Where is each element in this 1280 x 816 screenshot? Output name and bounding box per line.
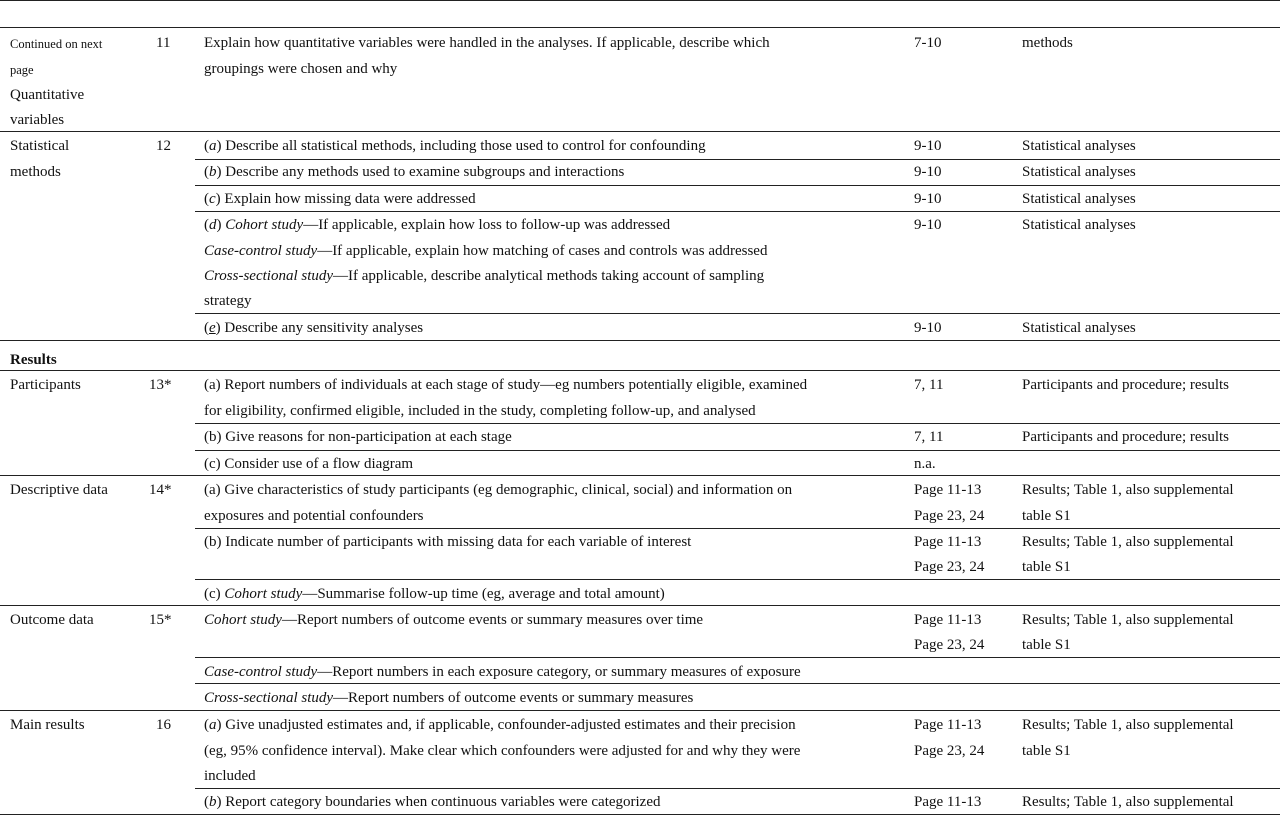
- recommendation-text: included: [204, 768, 256, 784]
- section-reference: table S1: [1022, 559, 1071, 575]
- recommendation-text: (eg, 95% confidence interval). Make clear which confounders were adjusted for and why they were: [204, 743, 801, 759]
- recommendation-text: (c) Consider use of a flow diagram: [204, 456, 414, 472]
- recommendation-text: (a) Give characteristics of study participants (eg demographic, clinical, social) and information on: [204, 482, 793, 498]
- recommendation-text: [204, 263, 764, 289]
- section-reference: Statistical analyses: [1022, 164, 1136, 180]
- recommendation-text: [204, 607, 703, 633]
- recommendation-text: (b) Report category boundaries when continuous variables were categorized: [204, 794, 661, 810]
- sub-letter: b: [209, 164, 217, 180]
- sub-text: —If applicable, explain how matching of cases and controls was addressed: [317, 243, 768, 259]
- sub-text: —If applicable, describe analytical methods taking account of sampling: [333, 268, 765, 284]
- page-number: 9-10: [914, 164, 942, 180]
- sub-text: Report category boundaries when continuous variables were categorized: [221, 794, 661, 810]
- table-row-divider: [195, 579, 1280, 580]
- sub-text: —Summarise follow-up time (eg, average and total amount): [302, 586, 665, 602]
- table-row-divider: [0, 27, 1280, 28]
- continued-note: page: [10, 63, 34, 77]
- study-type: Cohort study: [225, 217, 304, 233]
- topic-label: Statistical: [10, 138, 70, 154]
- recommendation-text: (b) Describe any methods used to examine subgroups and interactions: [204, 164, 625, 180]
- sub-text: Give unadjusted estimates and, if applicable, confounder-adjusted estimates and their precision: [221, 717, 796, 733]
- sub-text: Describe any sensitivity analyses: [220, 320, 424, 336]
- page-number: Page 23, 24: [914, 559, 985, 575]
- section-reference: Results; Table 1, also supplemental: [1022, 534, 1234, 550]
- sub-letter: e: [209, 320, 216, 336]
- recommendation-text: groupings were chosen and why: [204, 61, 398, 77]
- study-type: Cohort study: [204, 612, 282, 628]
- recommendation-text: (e) Describe any sensitivity analyses: [204, 320, 424, 336]
- recommendation-text: [204, 659, 801, 685]
- table-row-divider: [0, 475, 1280, 476]
- page-number: 7, 11: [914, 377, 944, 393]
- table-row-divider: [0, 370, 1280, 371]
- sub-text: Describe all statistical methods, including those used to control for confounding: [221, 138, 706, 154]
- topic-label: methods: [10, 164, 61, 180]
- page-number: 9-10: [914, 217, 942, 233]
- sub-letter: b: [209, 794, 217, 810]
- recommendation-text: (c) Explain how missing data were addressed: [204, 191, 476, 207]
- sub-text: —Report numbers of outcome events or summary measures over time: [281, 612, 704, 628]
- recommendation-text: [204, 238, 767, 264]
- recommendation-text: (d) Cohort study—If applicable, explain how loss to follow-up was addressed: [204, 217, 671, 233]
- section-reference: Results; Table 1, also supplemental: [1022, 482, 1234, 498]
- recommendation-text: (a) Describe all statistical methods, including those used to control for confounding: [204, 138, 706, 154]
- item-number: 15*: [149, 612, 172, 628]
- page-number: Page 23, 24: [914, 508, 985, 524]
- sub-text: Describe any methods used to examine subgroups and interactions: [221, 164, 625, 180]
- topic-label: Quantitative: [10, 87, 85, 103]
- page-number: Page 11-13: [914, 794, 982, 810]
- page-number: Page 23, 24: [914, 637, 985, 653]
- recommendation-text: (b) Give reasons for non-participation at each stage: [204, 429, 512, 445]
- item-number: 11: [156, 35, 171, 51]
- section-reference: Results; Table 1, also supplemental: [1022, 717, 1234, 733]
- sub-letter: d: [209, 217, 217, 233]
- continued-note: Continued on next: [10, 37, 103, 51]
- topic-label: Participants: [10, 377, 81, 393]
- topic-label: Outcome data: [10, 612, 94, 628]
- sub-text: —If applicable, explain how loss to follow-up was addressed: [303, 217, 671, 233]
- page-number: Page 23, 24: [914, 743, 985, 759]
- section-reference: table S1: [1022, 508, 1071, 524]
- sub-text: —Report numbers of outcome events or summary measures: [333, 690, 694, 706]
- topic-label: variables: [10, 112, 65, 128]
- section-reference: Statistical analyses: [1022, 320, 1136, 336]
- recommendation-text: (b) Indicate number of participants with missing data for each variable of interest: [204, 534, 692, 550]
- table-row-divider: [195, 313, 1280, 314]
- table-top-border: [0, 0, 1280, 1]
- section-reference: Participants and procedure; results: [1022, 429, 1230, 445]
- recommendation-text: [204, 685, 693, 711]
- item-number: 12: [156, 138, 171, 154]
- section-reference: table S1: [1022, 637, 1071, 653]
- item-number: 13*: [149, 377, 172, 393]
- page-number: 7-10: [914, 35, 942, 51]
- page-number: Page 11-13: [914, 717, 982, 733]
- page-number: n.a.: [914, 456, 936, 472]
- recommendation-text: (a) Report numbers of individuals at each stage of study—eg numbers potentially eligible, examined: [204, 377, 808, 393]
- table-row-divider: [0, 131, 1280, 132]
- recommendation-text: Explain how quantitative variables were handled in the analyses. If applicable, describe which: [204, 35, 770, 51]
- sub-text: Explain how missing data were addressed: [220, 191, 476, 207]
- sub-letter: a: [209, 717, 217, 733]
- topic-label: Descriptive data: [10, 482, 108, 498]
- sub-letter: c: [209, 191, 216, 207]
- section-reference: methods: [1022, 35, 1073, 51]
- item-number: 16: [156, 717, 171, 733]
- section-reference: Results; Table 1, also supplemental: [1022, 794, 1234, 810]
- page-number: Page 11-13: [914, 612, 982, 628]
- item-number: 14*: [149, 482, 172, 498]
- section-reference: Participants and procedure; results: [1022, 377, 1230, 393]
- sub-prefix: (c): [204, 586, 225, 602]
- section-reference: Statistical analyses: [1022, 217, 1136, 233]
- recommendation-text: exposures and potential confounders: [204, 508, 424, 524]
- page-number: 9-10: [914, 320, 942, 336]
- recommendation-text: for eligibility, confirmed eligible, included in the study, completing follow-up, and analysed: [204, 403, 756, 419]
- page-number: Page 11-13: [914, 534, 982, 550]
- sub-letter: a: [209, 138, 217, 154]
- page-number: 9-10: [914, 191, 942, 207]
- study-type: Case-control study: [204, 664, 318, 680]
- recommendation-text: (a) Give unadjusted estimates and, if applicable, confounder-adjusted estimates and their precision: [204, 717, 796, 733]
- section-reference: Statistical analyses: [1022, 191, 1136, 207]
- topic-label: Main results: [10, 717, 85, 733]
- sub-text: —Report numbers in each exposure category, or summary measures of exposure: [317, 664, 801, 680]
- page-number: 9-10: [914, 138, 942, 154]
- study-type: Cohort study: [224, 586, 303, 602]
- study-type: Case-control study: [204, 243, 318, 259]
- recommendation-text: [204, 581, 665, 607]
- section-heading-results: Results: [10, 352, 57, 368]
- recommendation-text: strategy: [204, 293, 252, 309]
- study-type: Cross-sectional study: [204, 690, 334, 706]
- table-row-divider: [195, 657, 1280, 658]
- page-number: Page 11-13: [914, 482, 982, 498]
- section-reference: Statistical analyses: [1022, 138, 1136, 154]
- page-number: 7, 11: [914, 429, 944, 445]
- study-type: Cross-sectional study: [204, 268, 334, 284]
- section-reference: Results; Table 1, also supplemental: [1022, 612, 1234, 628]
- section-reference: table S1: [1022, 743, 1071, 759]
